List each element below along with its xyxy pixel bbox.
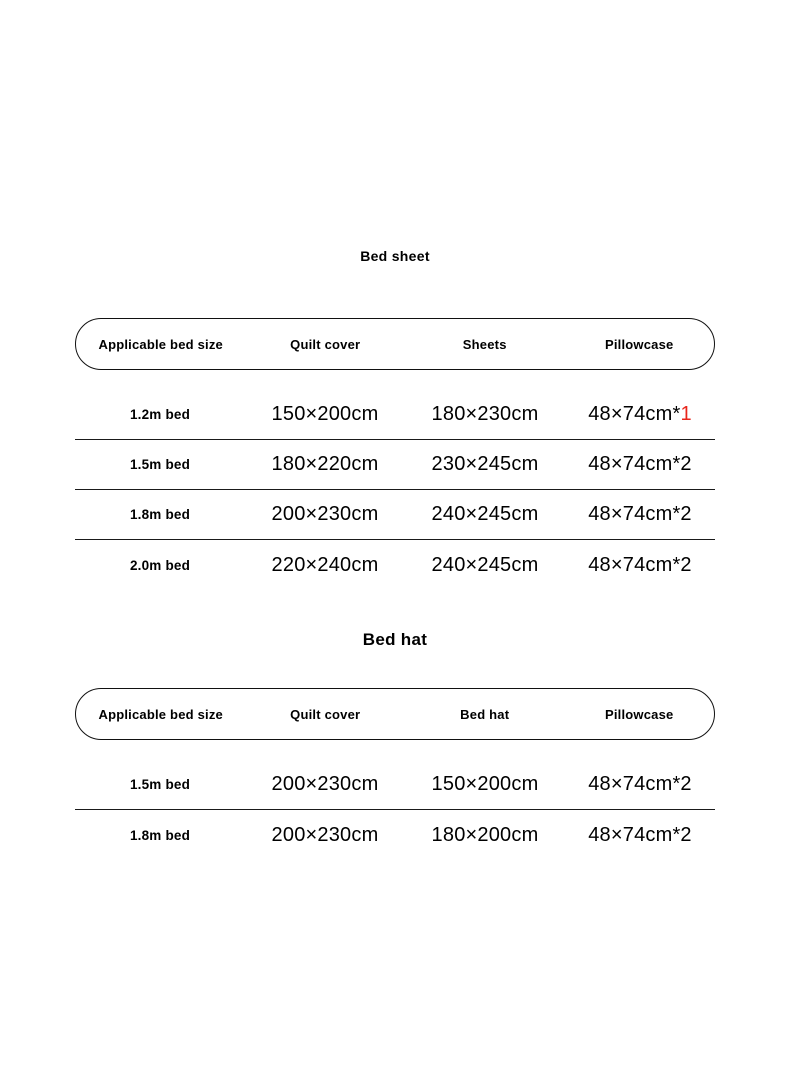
cell-pillowcase-text: 48×74cm*: [588, 403, 681, 425]
cell-bed-hat: 150×200cm: [431, 773, 539, 795]
cell-pillowcase-count: 1: [680, 403, 692, 425]
cell-sheet: 240×245cm: [431, 553, 539, 576]
cell-quilt-cover: 150×200cm: [271, 403, 379, 425]
table-row: [75, 490, 715, 540]
cell-quilt-cover: 220×240cm: [271, 553, 379, 576]
cell-pillowcase: 48×74cm*2: [588, 823, 692, 846]
cell-bed-size: 1.5m bed: [129, 777, 191, 792]
header-applicable-bed-size: Applicable bed size: [98, 336, 223, 352]
header-pillowcase: Pillowcase: [604, 336, 674, 352]
cell-quilt-cover: 200×230cm: [271, 503, 379, 525]
cell-pillowcase: 48×74cm*2: [588, 773, 692, 795]
header-quilt-cover: Quilt cover: [290, 336, 361, 352]
bed-sheet-section-title: Bed sheet: [360, 248, 430, 264]
table-row: [75, 810, 715, 860]
cell-sheet: 180×230cm: [431, 403, 539, 425]
cell-quilt-cover: 180×220cm: [271, 453, 379, 475]
cell-pillowcase: [565, 403, 715, 426]
cell-sheet: 230×245cm: [431, 453, 539, 475]
table-row: [75, 540, 715, 590]
bed-hat-section-title: Bed hat: [362, 630, 428, 649]
header-sheets: Sheets: [462, 336, 507, 352]
table-header-row: [75, 688, 715, 740]
table-row: [75, 390, 715, 440]
header-bed-hat: Bed hat: [460, 706, 510, 722]
cell-pillowcase: 48×74cm*2: [588, 553, 692, 576]
bed-hat-size-table: [75, 688, 715, 860]
header-applicable-bed-size: Applicable bed size: [98, 706, 223, 722]
table-header-row: [75, 318, 715, 370]
cell-bed-size: 1.2m bed: [129, 407, 191, 422]
cell-sheet: 240×245cm: [431, 503, 539, 525]
cell-pillowcase: 48×74cm*2: [588, 453, 692, 475]
cell-bed-hat: 180×200cm: [431, 823, 539, 846]
header-quilt-cover: Quilt cover: [290, 706, 361, 722]
header-pillowcase: Pillowcase: [604, 706, 674, 722]
cell-bed-size: 1.8m bed: [129, 507, 191, 522]
cell-bed-size: 1.8m bed: [129, 827, 191, 843]
cell-quilt-cover: 200×230cm: [271, 773, 379, 795]
table-row: [75, 440, 715, 490]
cell-bed-size: 1.5m bed: [129, 457, 191, 472]
table-row: [75, 760, 715, 810]
cell-pillowcase: 48×74cm*2: [588, 503, 692, 525]
cell-bed-size: 2.0m bed: [129, 557, 191, 573]
bed-sheet-size-table: [75, 318, 715, 590]
cell-quilt-cover: 200×230cm: [271, 823, 379, 846]
